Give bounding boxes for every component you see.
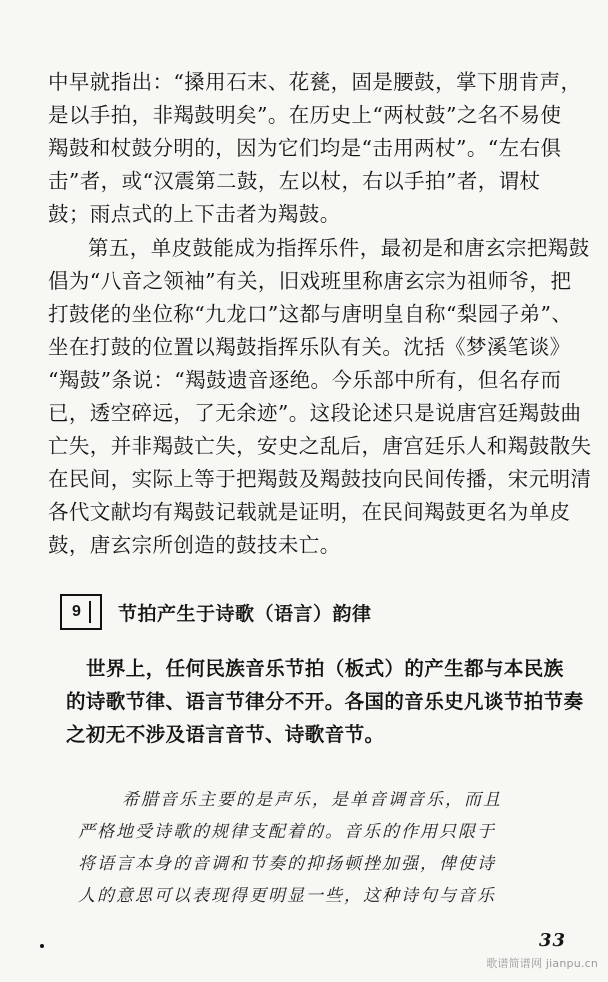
paragraph-1	[48, 66, 600, 231]
text-line: 击”者，或“汉震第二鼓，左以杖，右以手拍”者，谓杖	[48, 169, 541, 193]
text-line: 已，透空碎远，了无余迹”。这段论述只是说唐宫廷羯鼓曲	[48, 401, 582, 425]
text-line: 打鼓佬的坐位称“九龙口”这都与唐明皇自称“梨园子弟”、	[48, 302, 573, 326]
text-line: “羯鼓”条说：“羯鼓遗音逐绝。今乐部中所有，但名存而	[48, 368, 562, 392]
print-mark	[40, 944, 44, 948]
text-line: 之初无不涉及语言音节、诗歌音节。	[66, 723, 385, 746]
text-line: 倡为“八音之领袖”有关，旧戏班里称唐玄宗为祖师爷，把	[48, 269, 572, 293]
quote-line: 希腊音乐主要的是声乐，是单音调音乐，而且	[122, 790, 502, 810]
section-number: 9	[72, 603, 81, 620]
section-heading	[60, 592, 372, 632]
text-line: 坐在打鼓的位置以羯鼓指挥乐队有关。沈括《梦溪笔谈》	[48, 335, 571, 359]
watermark: 歌谱简谱网 jianpu.cn	[486, 957, 598, 970]
text-line: 中早就指出：“搡用石末、花甆，固是腰鼓，掌下朋肯声，	[48, 70, 582, 94]
text-line: 的诗歌节律、语言节律分不开。各国的音乐史凡谈节拍节奏	[66, 690, 584, 713]
text-line: 亡失，并非羯鼓亡失，安史之乱后，唐宫廷乐人和羯鼓散失	[48, 434, 592, 458]
section-title: 节拍产生于诗歌（语言）韵律	[118, 602, 372, 625]
text-line: 第五，单皮鼓能成为指挥乐件，最初是和唐玄宗把羯鼓	[88, 236, 590, 260]
quote-line: 将语言本身的音调和节奏的抑扬顿挫加强，俾使诗	[78, 854, 496, 874]
lead-paragraph	[66, 652, 600, 751]
quote-line: 严格地受诗歌的规律支配着的。音乐的作用只限于	[78, 822, 496, 842]
text-line: 羯鼓和杖鼓分明的，因为它们均是“击用两杖”。“左右俱	[48, 136, 562, 160]
text-line: 世界上，任何民族音乐节拍（板式）的产生都与本民族	[86, 657, 564, 680]
text-line: 鼓；雨点式的上下击者为羯鼓。	[48, 202, 341, 226]
text-line: 是以手拍，非羯鼓明矣”。在历史上“两杖鼓”之名不易使	[48, 103, 562, 127]
quote-line: 人的意思可以表现得更明显一些，这种诗句与音乐	[78, 886, 496, 906]
paragraph-2	[48, 232, 600, 562]
text-line: 鼓，唐玄宗所创造的鼓技未亡。	[48, 533, 341, 557]
block-quote	[78, 784, 598, 912]
page-number: 33	[538, 930, 566, 951]
text-line: 各代文献均有羯鼓记载就是证明，在民间羯鼓更名为单皮	[48, 500, 571, 524]
text-line: 在民间，实际上等于把羯鼓及羯鼓技向民间传播，宋元明清	[48, 467, 592, 491]
section-number-box	[60, 594, 102, 630]
